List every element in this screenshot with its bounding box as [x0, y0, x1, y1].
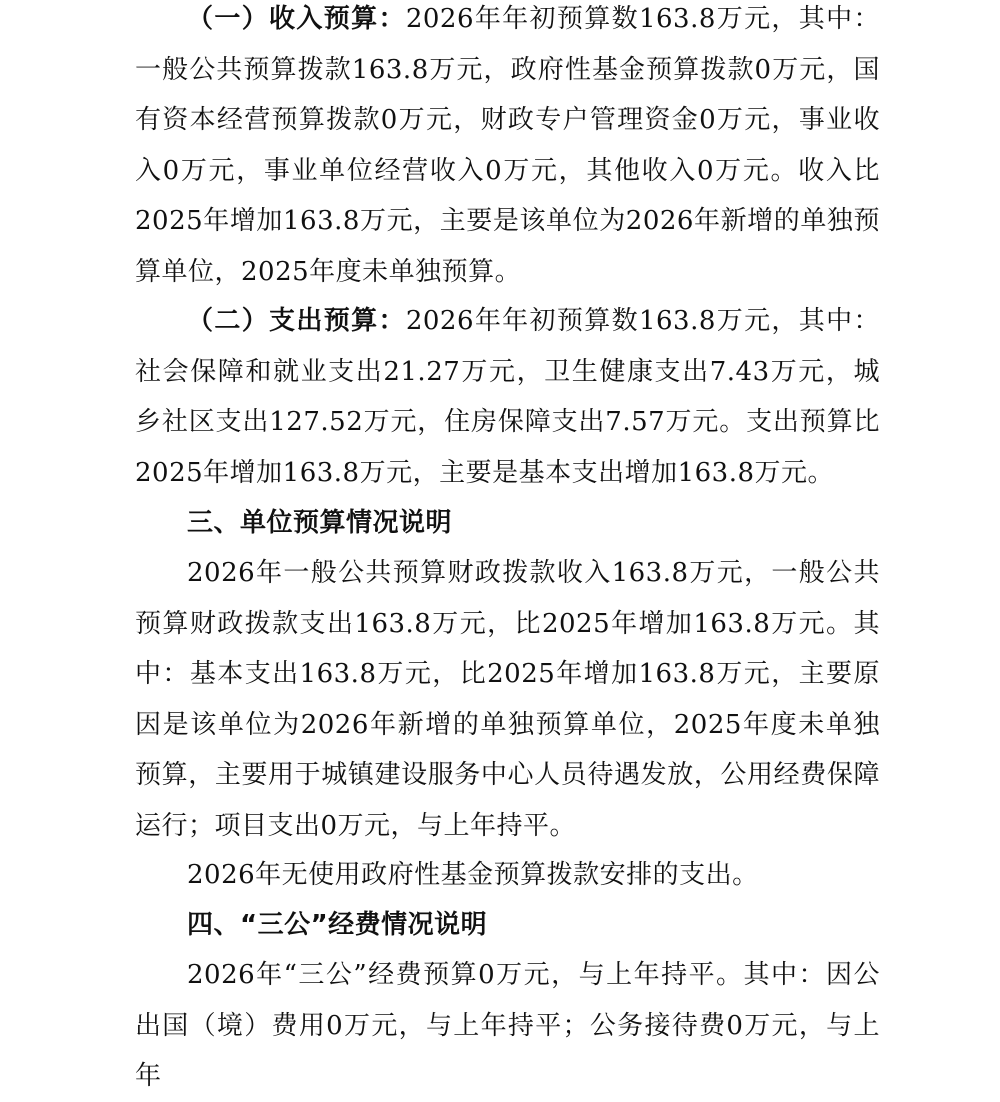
income-budget-text: 2026年年初预算数163.8万元，其中：一般公共预算拨款163.8万元，政府性基金预算拨款0万元，国有资本经营预算拨款0万元，财政专户管理资金0万元，事业收入0万元，事业单位经营收入0万元，其他收入0万元。收入比2025年增加163.8万元，主要是该单位为2026年新增的单独预算单位，2025年度未单独预算。: [135, 4, 880, 287]
income-budget-paragraph: [135, 0, 880, 297]
section-4-paragraph-1: 2026年“三公”经费预算0万元，与上年持平。其中：因公出国（境）费用0万元，与上年持平；公务接待费0万元，与上年: [135, 960, 880, 1091]
expenditure-budget-lead: （二）支出预算：: [187, 306, 406, 336]
income-budget-lead: （一）收入预算：: [187, 4, 406, 34]
section-3-heading: 三、单位预算情况说明: [187, 508, 453, 538]
section-3-paragraph-1: 2026年一般公共预算财政拨款收入163.8万元，一般公共预算财政拨款支出163.8万元，比2025年增加163.8万元。其中：基本支出163.8万元，比2025年增加163.8万元，主要原因是该单位为2026年新增的单独预算单位，2025年度未单独预算，主要用于城镇建设服务中心人员待遇发放，公用经费保障运行；项目支出0万元，与上年持平。: [135, 558, 880, 841]
section-3-paragraph-2: 2026年无使用政府性基金预算拨款安排的支出。: [187, 860, 759, 890]
expenditure-budget-paragraph: [135, 296, 880, 498]
section-4-heading: 四、“三公”经费情况说明: [187, 910, 488, 940]
expenditure-budget-text: 2026年年初预算数163.8万元，其中：社会保障和就业支出21.27万元，卫生健康支出7.43万元，城乡社区支出127.52万元，住房保障支出7.57万元。支出预算比2025年增加163.8万元，主要是基本支出增加163.8万元。: [135, 306, 880, 488]
